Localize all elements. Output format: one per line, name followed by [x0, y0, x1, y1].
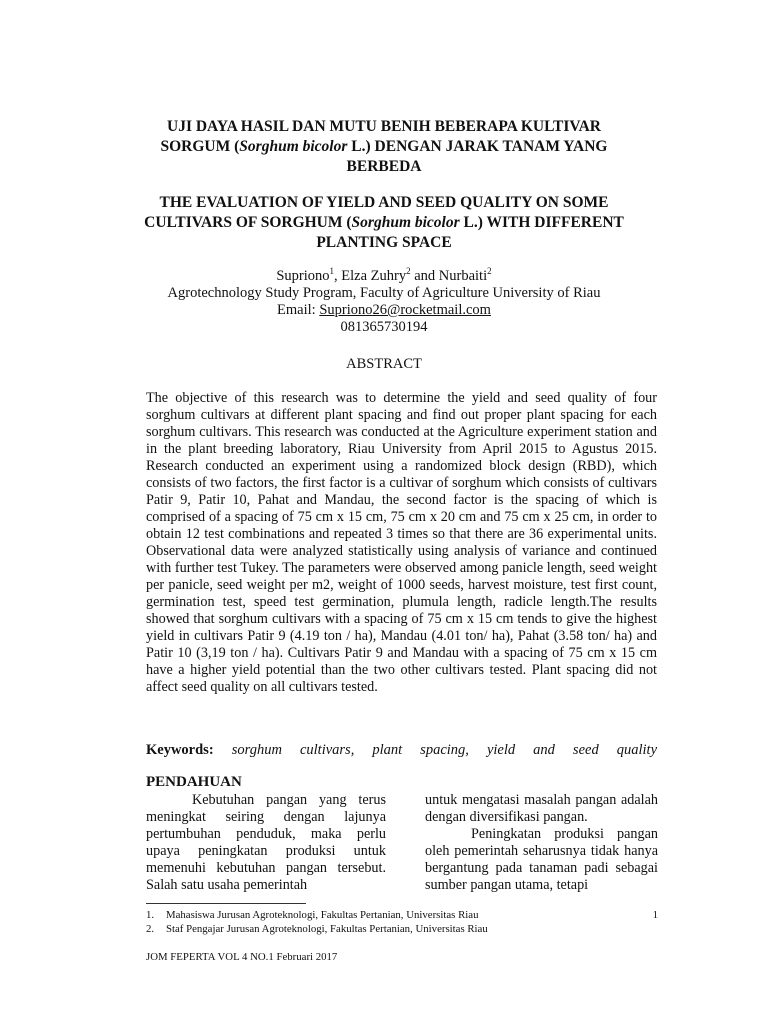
right-paragraph-1: untuk mengatasi masalah pangan adalah dengan diversifikasi pangan. [425, 792, 658, 825]
footnotes [146, 908, 658, 936]
title-id-line-3: BERBEDA [346, 158, 422, 175]
author-2: Elza Zuhry [341, 268, 407, 284]
title-id-line-2-post: L.) DENGAN JARAK TANAM YANG [347, 138, 608, 155]
author-separator-2: and [410, 268, 439, 284]
title-id-species: Sorghum bicolor [239, 138, 348, 155]
right-column [425, 792, 658, 894]
title-id-line-1: UJI DAYA HASIL DAN MUTU BENIH BEBERAPA KULTIVAR [167, 118, 601, 135]
title-en-line-1: THE EVALUATION OF YIELD AND SEED QUALITY ON SOME [159, 194, 609, 211]
affiliation: Agrotechnology Study Program, Faculty of Agriculture University of Riau [167, 285, 601, 301]
keywords-line [146, 741, 657, 759]
author-2-affiliation-mark: 2 [406, 266, 411, 277]
title-english [110, 193, 658, 253]
email-label: Email: [277, 302, 320, 318]
author-block [120, 268, 648, 336]
author-1-affiliation-mark: 1 [329, 266, 335, 277]
title-en-line-2-pre: CULTIVARS OF SORGHUM ( [144, 214, 352, 231]
footnote-2 [146, 922, 658, 936]
footnote-2-number: 2. [146, 923, 155, 935]
author-1: Supriono [276, 268, 330, 284]
section-heading: PENDAHUAN [146, 774, 242, 790]
footnote-1-number: 1. [146, 909, 155, 921]
right-paragraph-2: Peningkatan produksi pangan oleh pemerintah seharusnya tidak hanya bergantung pada tanaman padi sebagai sumber pangan utama, tetapi [425, 826, 658, 893]
author-names [120, 268, 648, 285]
abstract-body: The objective of this research was to determine the yield and seed quality of four sorghum cultivars at different plant spacing and find out proper plant spacing for each sorghum cultivars. This research was conducted at the Agriculture experiment station and in the plant breeding laboratory, Riau University from April 2015 to Agustus 2015. Research conducted an experiment using a randomized block design (RBD), which consists of two factors, the first factor is a cultivar of sorghum which consists of cultivars Patir 9, Patir 10, Pahat and Mandau, the second factor is the spacing of which is comprised of a spacing of 75 cm x 15 cm, 75 cm x 20 cm and 75 cm x 25 cm, in order to obtain 12 test combinations and repeated 3 times so that there are 36 experimental units. Observational data were analyzed statistically using analysis of variance and continued with further test Tukey. The parameters were observed among panicle length, seed weight per panicle, seed weight per m2, weight of 1000 seeds, harvest moisture, test first count, germination test, speed test germination, plumula length, radicle length.The results showed that sorghum cultivars with a spacing of 75 cm x 15 cm tends to give the highest yield in cultivars Patir 9 (4.19 ton / ha), Mandau (4.01 ton/ ha), Pahat (3.58 ton/ ha) and Patir 10 (3,19 ton / ha). Cultivars Patir 9 and Mandau with a spacing of 75 cm x 15 cm have a higher yield potential than the two other cultivars tested. Plant spacing did not affect seed quality on all cultivars tested. [146, 390, 657, 695]
page-number: 1 [652, 909, 658, 921]
keywords-label: Keywords: [146, 742, 214, 758]
title-id-line-2-pre: SORGUM ( [160, 138, 240, 155]
left-column [146, 792, 386, 894]
abstract-heading: ABSTRACT [346, 356, 422, 372]
footnote-1 [146, 908, 658, 922]
author-3-affiliation-mark: 2 [487, 266, 492, 277]
footnote-2-text: Staf Pengajar Jurusan Agroteknologi, Fakultas Pertanian, Universitas Riau [166, 923, 488, 935]
title-indonesian [120, 117, 648, 177]
phone-number: 081365730194 [340, 319, 428, 335]
title-en-line-2-post: L.) WITH DIFFERENT [459, 214, 624, 231]
footnote-1-text: Mahasiswa Jurusan Agroteknologi, Fakultas Pertanian, Universitas Riau [166, 909, 479, 921]
email-line [120, 302, 648, 319]
keywords-value: sorghum cultivars, plant spacing, yield and seed quality [231, 742, 657, 758]
left-paragraph-1: Kebutuhan pangan yang terus meningkat seiring dengan lajunya pertumbuhan penduduk, maka perlu upaya peningkatan produksi untuk memenuhi kebutuhan pangan tersebut. Salah satu usaha pemerintah [146, 792, 386, 893]
email-link[interactable]: Supriono26@rocketmail.com [319, 302, 491, 318]
footnote-divider [146, 903, 306, 904]
title-en-line-3: PLANTING SPACE [316, 234, 452, 251]
journal-info: JOM FEPERTA VOL 4 NO.1 Februari 2017 [146, 951, 338, 963]
title-id-line-2 [120, 137, 648, 157]
title-en-line-2 [110, 213, 658, 233]
author-3: Nurbaiti [438, 268, 488, 284]
title-en-species: Sorghum bicolor [351, 214, 460, 231]
author-separator-1: , [334, 268, 342, 284]
